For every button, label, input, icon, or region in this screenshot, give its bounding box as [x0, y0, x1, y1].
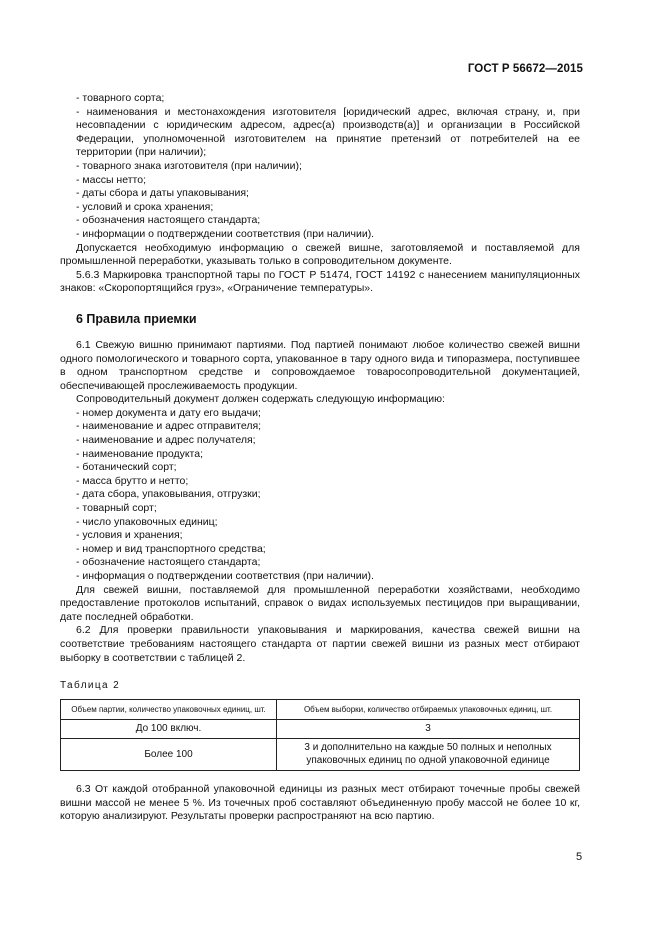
spacer [60, 771, 580, 783]
list-item: - дата сбора, упаковывания, отгрузки; [76, 488, 261, 501]
list-item: - даты сбора и даты упаковывания; [76, 187, 249, 200]
list-item: - наименование и адрес отправителя; [76, 420, 262, 433]
table-header-lot-size: Объем партии, количество упаковочных единиц, шт. [61, 699, 277, 719]
table-cell-lot-size: Более 100 [61, 739, 277, 771]
list-item: - информация о подтверждении соответствия (при наличии). [76, 570, 374, 582]
list-item: - ботанический сорт; [76, 461, 177, 474]
list-item: - число упаковочных единиц; [76, 515, 218, 528]
paragraph-farms: Для свежей вишни, поставляемой для промышленной переработки хозяйствами, необходимо предоставление протоколов испытаний, справок о видах используемых пестицидов при выращивании, дате последней обработки. [60, 583, 580, 623]
table-cell-lot-size: До 100 включ. [61, 719, 277, 739]
paragraph-allowance: Допускается необходимую информацию о свежей вишне, заготовляемой и поставляемой для промышленной переработки, указывать только в сопроводительном документе. [60, 241, 580, 268]
table-cell-sample-size: 3 и дополнительно на каждые 50 полных и неполных упаковочных единиц по одной упаковочной единице [277, 739, 580, 771]
paragraph-accompanying-document: Сопроводительный документ должен содержать следующую информацию: [76, 393, 445, 406]
table-cell-sample-size: 3 [277, 719, 580, 739]
paragraph-6-3: 6.3 От каждой отобранной упаковочной единицы из разных мест отбирают точечные пробы свежей вишни массой не менее 5 %. Из точечных проб составляют объединенную пробу массой не более 10 кг, которую анализируют. Результаты проверки распространяют на всю партию. [60, 783, 580, 823]
list-item: - наименования и местонахождения изготовителя [юридический адрес, включая страну, и, при несовпадении с юридическим адресом, адрес(а) производств(а)] и организации в Российской Федерации, уполномоченной изготовителем на принятие претензий от потребителей на ее территории (при наличии); [76, 105, 580, 159]
list-item: - условий и срока хранения; [76, 200, 214, 213]
list-item: - номер и вид транспортного средства; [76, 542, 266, 555]
document-code: ГОСТ Р 56672—2015 [467, 63, 583, 75]
sampling-table [60, 699, 580, 772]
list-item: - обозначения настоящего стандарта; [76, 214, 261, 227]
page-number: 5 [576, 851, 583, 863]
list-item: - масса брутто и нетто; [76, 474, 189, 487]
list-item: - массы нетто; [76, 173, 146, 186]
list-item: - наименование и адрес получателя; [76, 434, 256, 447]
paragraph-5-6-3: 5.6.3 Маркировка транспортной тары по ГОСТ Р 51474, ГОСТ 14192 с нанесением манипуляционных знаков: «Скоропортящийся груз», «Ограничение температуры». [60, 268, 580, 295]
table-header-row [61, 699, 580, 719]
list-item: - наименование продукта; [76, 447, 204, 460]
list-item: - товарный сорт; [76, 502, 157, 515]
list-item: - условия и хранения; [76, 529, 183, 542]
section-heading: 6 Правила приемки [76, 311, 197, 326]
page-content [60, 92, 580, 824]
list-item: - товарного знака изготовителя (при наличии); [76, 159, 302, 172]
list-item: - номер документа и дату его выдачи; [76, 406, 261, 419]
list-item: - информации о подтверждении соответствия (при наличии). [76, 227, 375, 240]
paragraph-6-2: 6.2 Для проверки правильности упаковывания и маркирования, качества свежей вишни на соответствие требованиям настоящего стандарта от партии свежей вишни из разных мест отбирают выборку в соответствии с таблицей 2. [60, 624, 580, 664]
table-row [61, 739, 580, 771]
table-caption: Таблица 2 [60, 680, 121, 692]
list-item: - товарного сорта; [76, 92, 165, 104]
paragraph-6-1: 6.1 Свежую вишню принимают партиями. Под партией понимают любое количество свежей вишни одного помологического и товарного сорта, упакованное в тару одного вида и типоразмера, поступившее в одном транспортном средстве и сопровождаемое товаросопроводительной документацией, обеспечивающей прослеживаемость продукции. [60, 338, 580, 392]
table-header-sample-size: Объем выборки, количество отбираемых упаковочных единиц, шт. [277, 699, 580, 719]
table-row [61, 719, 580, 739]
list-item: - обозначение настоящего стандарта; [76, 556, 261, 569]
